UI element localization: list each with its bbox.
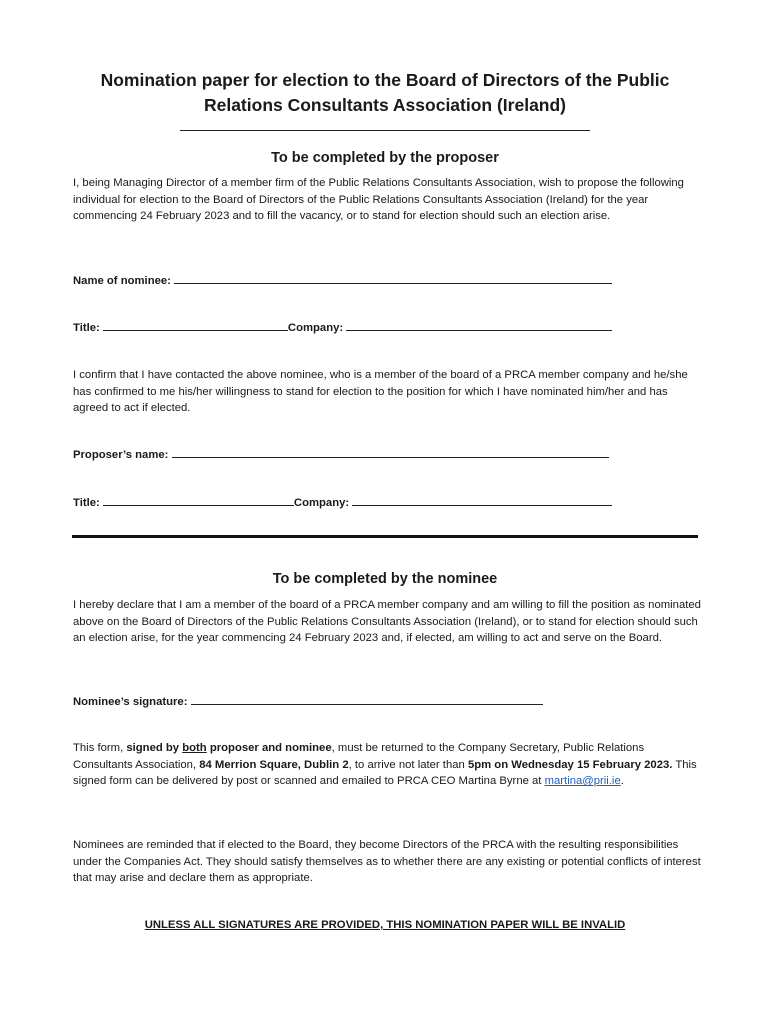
instructions-deadline: 5pm on Wednesday 15 February 2023. bbox=[467, 758, 673, 771]
instructions-part-3: , to arrive not later than bbox=[348, 758, 468, 771]
proposer-intro-paragraph: I, being Managing Director of a member firm of the Public Relations Consultants Association, wish to propose the following individual for election to the Board of Directors of the Public Relations Consultants Association (Ireland) for the year commencing 24 February 2023 and to fill the vacancy, or to stand for election should such an election arise. bbox=[73, 177, 684, 223]
proposer-title-blank[interactable] bbox=[103, 494, 294, 506]
proposer-name-label: Proposer’s name: bbox=[73, 449, 169, 461]
instructions-proposer-nominee: proposer and nominee bbox=[206, 742, 332, 754]
director-reminder-paragraph: Nominees are reminded that if elected to the Board, they become Directors of the PRCA with the resulting responsibilities under the Companies Act. They should satisfy themselves as to whether there are any existing or potential conflicts of interest that may arise and declare them as appropriate. bbox=[73, 839, 701, 885]
instructions-both: both bbox=[182, 742, 207, 754]
proposer-name-blank[interactable] bbox=[172, 446, 609, 458]
nominee-title-blank[interactable] bbox=[103, 319, 288, 331]
nominee-name-field[interactable] bbox=[73, 272, 612, 289]
proposer-title-company-row bbox=[73, 494, 612, 511]
nominee-section-heading: To be completed by the nominee bbox=[272, 571, 498, 587]
title-line-1: Nomination paper for election to the Board of Directors of the Public bbox=[100, 70, 670, 90]
title-line-2: Relations Consultants Association (Ireland) bbox=[203, 95, 567, 115]
nominee-title-company-row bbox=[73, 319, 612, 336]
instructions-part-1: This form, bbox=[73, 742, 127, 754]
instructions-part-4: This signed form can be delivered by post or scanned and emailed to PRCA CEO Martina Byrne at bbox=[73, 758, 697, 788]
invalid-warning-notice: UNLESS ALL SIGNATURES ARE PROVIDED, THIS NOMINATION PAPER WILL BE INVALID bbox=[144, 919, 626, 931]
proposer-confirmation-paragraph: I confirm that I have contacted the above nominee, who is a member of the board of a PRCA member company and he/she has confirmed to me his/her willingness to stand for election to the position for which I have nominated him/her and has agreed to act if elected. bbox=[73, 369, 688, 415]
nominee-name-label: Name of nominee: bbox=[73, 275, 171, 287]
proposer-company-blank[interactable] bbox=[352, 494, 612, 506]
instructions-signed-by: signed by bbox=[126, 742, 183, 754]
instructions-part-5: . bbox=[620, 775, 624, 788]
nominee-company-label: Company: bbox=[287, 322, 344, 334]
instructions-address: 84 Merrion Square, Dublin 2 bbox=[199, 758, 349, 771]
nominee-signature-field[interactable] bbox=[73, 693, 543, 710]
email-link[interactable]: martina@prii.ie bbox=[544, 775, 621, 788]
proposer-name-field[interactable] bbox=[73, 446, 609, 463]
title-underline-divider bbox=[180, 130, 590, 131]
proposer-company-label: Company: bbox=[293, 497, 350, 509]
return-instructions-paragraph bbox=[73, 740, 703, 790]
nominee-company-blank[interactable] bbox=[346, 319, 612, 331]
proposer-section-heading: To be completed by the proposer bbox=[271, 150, 499, 166]
nominee-declaration-paragraph: I hereby declare that I am a member of the board of a PRCA member company and am willing to fill the position as nominated above on the Board of Directors of the Public Relations Consultants Association (Ireland), or to stand for election should such an election arise, for the year commencing 24 February 2023 and, if elected, am willing to act and serve on the Board. bbox=[73, 599, 701, 645]
document-title bbox=[60, 68, 710, 118]
nominee-signature-label: Nominee’s signature: bbox=[73, 696, 188, 708]
nominee-name-blank[interactable] bbox=[174, 272, 612, 284]
section-divider bbox=[72, 535, 698, 538]
nominee-signature-blank[interactable] bbox=[191, 693, 543, 705]
proposer-title-label: Title: bbox=[73, 497, 100, 509]
instructions-part-2: , must be returned to the Company Secretary, Public Relations Consultants Association, bbox=[73, 742, 645, 771]
nominee-title-label: Title: bbox=[73, 322, 100, 334]
